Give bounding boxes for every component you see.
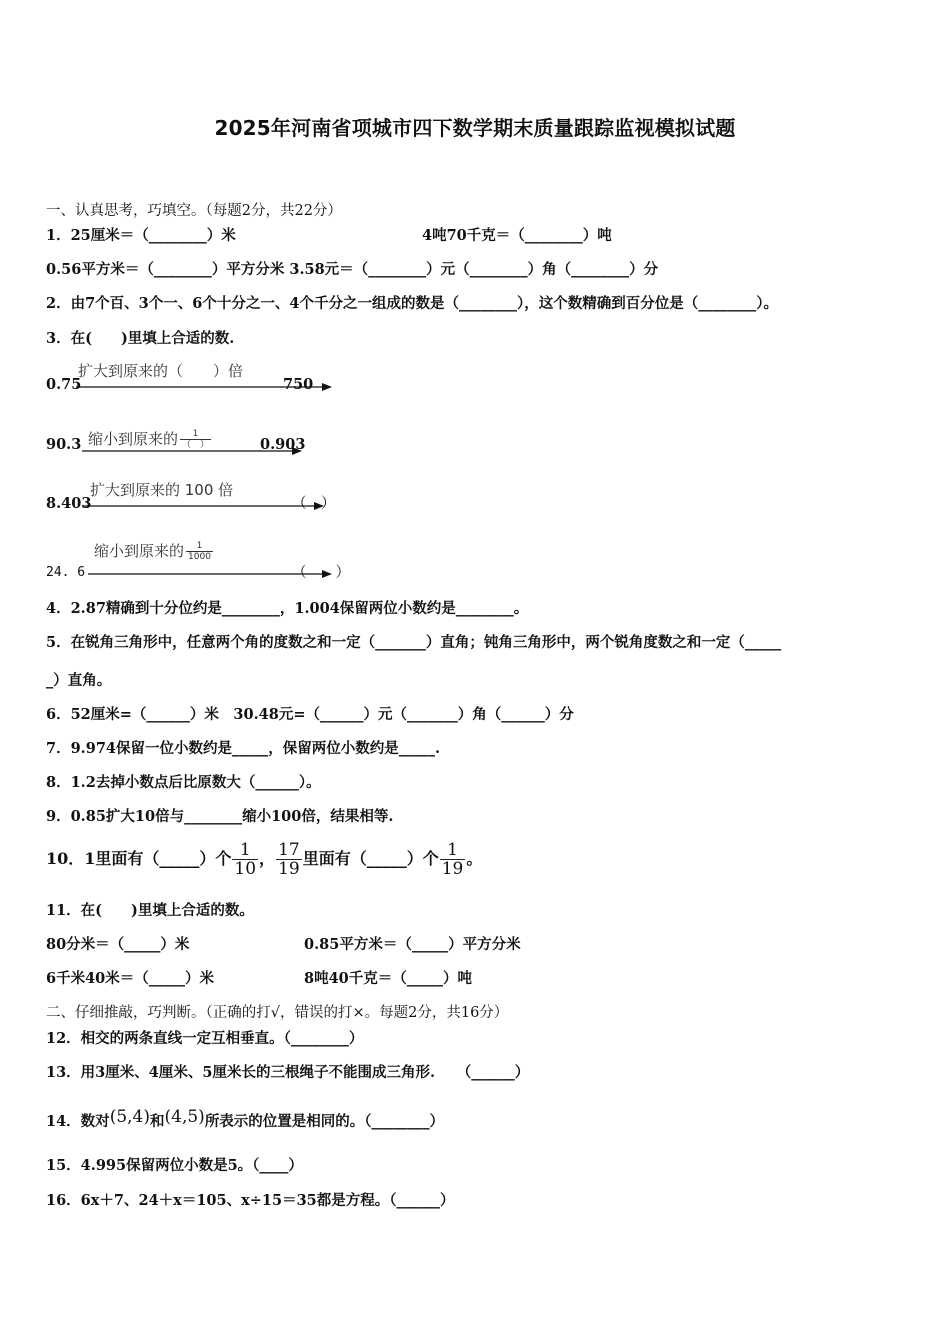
- q3-row4-from: 24. 6: [46, 565, 86, 580]
- q3-row2-to: 0.903: [260, 436, 306, 453]
- q3-row3-caption: 扩大到原来的 100 倍: [90, 481, 234, 499]
- q14-coord-1: (5,4): [109, 1107, 150, 1127]
- q3-row3-from: 8.403: [46, 495, 92, 512]
- q3-row2-frac-num: 1: [180, 429, 211, 440]
- q11-r2-b: 8吨40千克＝（_____）吨: [304, 970, 473, 987]
- question-16: 16．6x＋7、24＋x＝105、x÷15＝35都是方程。（______）: [46, 1192, 455, 1209]
- question-1-cont: 0.56平方米＝（________）平方分米 3.58元＝（________）元（________）角（________）分: [46, 261, 659, 278]
- question-10: [46, 836, 482, 882]
- question-1: [46, 226, 906, 246]
- q3-row1-to: 750: [283, 376, 314, 393]
- q10-f1-num: 1: [232, 841, 258, 860]
- q10-fraction-2: [276, 841, 302, 878]
- q10-end: 。: [466, 849, 483, 868]
- q3-row2-caption-text: 缩小到原来的: [88, 430, 179, 448]
- q3-row4-to: （ ）: [292, 565, 350, 581]
- question-13: 13．用3厘米、4厘米、5厘米长的三根绳子不能围成三角形. （______）: [46, 1064, 530, 1081]
- question-11-row-2: [46, 969, 906, 989]
- question-6: 6．52厘米=（______）米 30.48元=（______）元（_______）角（______）分: [46, 706, 574, 723]
- q10-f3-num: 1: [440, 841, 466, 860]
- q3-arrow-row-4: [46, 532, 466, 582]
- q10-f1-den: 10: [234, 859, 257, 879]
- q3-row1-caption: 扩大到原来的（ ）倍: [78, 362, 244, 380]
- question-11: 11．在( )里填上合适的数。: [46, 902, 254, 919]
- q14-text-2: 所表示的位置是相同的。（________）: [204, 1113, 445, 1130]
- question-14: [46, 1097, 444, 1142]
- question-5: 5．在锐角三角形中，任意两个角的度数之和一定（_______）直角；钝角三角形中，两个锐角度数之和一定（_____: [46, 634, 782, 651]
- q10-fraction-1: [232, 841, 258, 878]
- q10-f3-den: 19: [441, 859, 464, 879]
- q3-arrow-row-2: [46, 404, 466, 454]
- question-5-cont: _）直角。: [46, 672, 112, 689]
- section-1-heading: 一、认真思考，巧填空。（每题2分，共22分）: [46, 203, 342, 219]
- q10-f2-den: 19: [278, 859, 300, 879]
- q3-row4-frac-num: 1: [186, 541, 213, 552]
- question-1b: 4吨70千克＝（________）吨: [422, 227, 612, 244]
- q14-coord-2: (4,5): [164, 1107, 205, 1127]
- question-15: 15．4.995保留两位小数是5。（____）: [46, 1157, 303, 1174]
- q3-row1-from: 0.75: [46, 376, 82, 393]
- q14-and: 和: [150, 1113, 165, 1130]
- question-11-row-1: [46, 935, 906, 955]
- q11-r1-b: 0.85平方米＝（_____）平方分米: [304, 936, 521, 953]
- question-8: 8．1.2去掉小数点后比原数大（______）。: [46, 774, 321, 791]
- question-7: 7．9.974保留一位小数约是_____，保留两位小数约是_____.: [46, 740, 441, 757]
- q3-row4-caption-text: 缩小到原来的: [94, 542, 185, 560]
- q10-comma: ，: [259, 849, 276, 868]
- question-3: 3．在( )里填上合适的数.: [46, 330, 235, 347]
- q10-f2-num: 17: [278, 840, 300, 860]
- q3-row2-from: 90.3: [46, 436, 82, 453]
- page-title: 2025年河南省项城市四下数学期末质量跟踪监视模拟试题: [214, 116, 736, 140]
- q3-row2-frac-den: （ ）: [182, 440, 210, 450]
- section-2-heading: 二、仔细推敲，巧判断。（正确的打√，错误的打×。每题2分，共16分）: [46, 1005, 509, 1021]
- q11-r1-a: 80分米＝（_____）米: [46, 936, 190, 953]
- q10-text-2: 里面有（_____）个: [302, 849, 439, 868]
- q3-arrow-row-3: [46, 463, 466, 513]
- q3-row4-frac-den: 1000: [188, 552, 211, 562]
- question-1a: 1．25厘米＝（________）米: [46, 227, 236, 244]
- q10-text-1: 10．1里面有（_____）个: [46, 849, 232, 868]
- question-9: 9．0.85扩大10倍与________缩小100倍，结果相等.: [46, 808, 394, 825]
- question-4: 4．2.87精确到十分位约是________，1.004保留两位小数约是________。: [46, 600, 529, 617]
- question-12: 12．相交的两条直线一定互相垂直。（________）: [46, 1030, 364, 1047]
- q3-row3-to: （ ）: [292, 496, 336, 512]
- q14-text-1: 14．数对: [46, 1113, 110, 1130]
- q3-arrow-row-1: [46, 344, 466, 394]
- q10-fraction-3: [440, 841, 466, 878]
- q3-row4-fraction: [186, 541, 213, 562]
- q11-r2-a: 6千米40米＝（_____）米: [46, 970, 215, 987]
- q3-row4-caption: [94, 540, 213, 562]
- question-2: 2．由7个百、3个一、6个十分之一、4个千分之一组成的数是（________），这个数精确到百分位是（________）。: [46, 295, 778, 312]
